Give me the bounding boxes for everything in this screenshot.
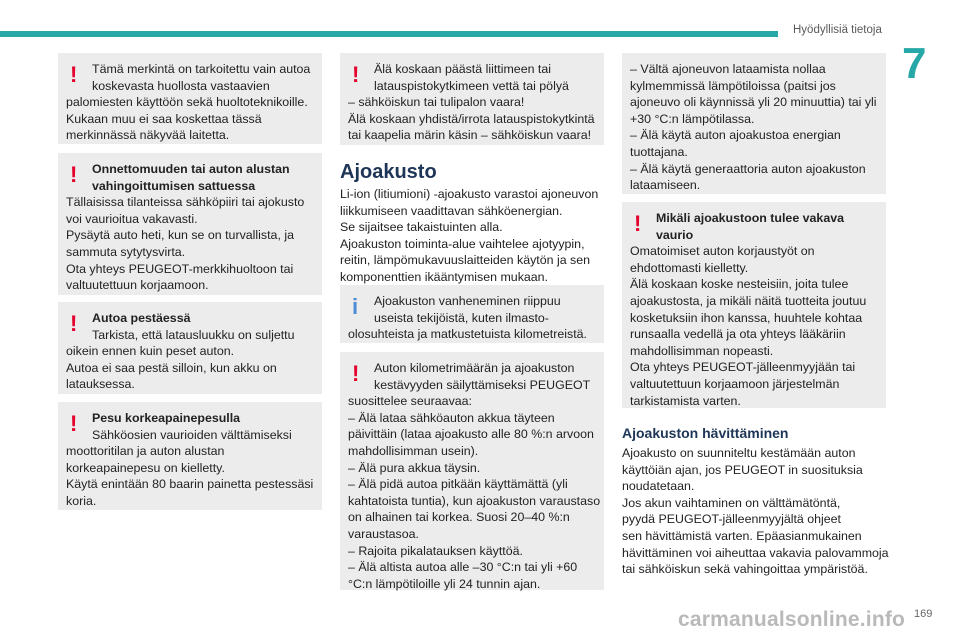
text-line: ajoakustosta, ja mikäli näitä tuotteita joutuu <box>630 293 867 308</box>
watermark: carmanualsonline.info <box>678 608 906 631</box>
text-line: – Älä pidä autoa pitkään käyttämättä (yli <box>348 477 568 492</box>
text-line: valtuutettuun korjaamoon järjestelmän <box>630 376 840 391</box>
text-line: suosittelee seuraavaa: <box>348 394 472 409</box>
text-line: Se sijaitsee takaistuinten alla. <box>340 220 503 235</box>
warning-exclamation-icon: ! <box>70 162 78 187</box>
warning-box-pressure-wash <box>58 402 322 510</box>
text-line: – Älä käytä generaattoria auton ajoakuston <box>630 161 866 176</box>
warning-exclamation-icon: ! <box>70 62 78 87</box>
text-line: – Älä lataa sähköauton akkua täyteen <box>348 410 555 425</box>
text-line: – Älä pura akkua täysin. <box>348 460 481 475</box>
text-line: voi vaurioitua vakavasti. <box>66 211 198 226</box>
box-title: Autoa pestäessä <box>92 311 191 325</box>
text-line: kahtatoista tuntia), kun ajoakuston varaustaso <box>348 493 601 508</box>
text-line: ehdottomasti kielletty. <box>630 260 749 275</box>
text-line: – sähköiskun tai tulipalon vaara! <box>348 95 525 110</box>
info-icon: i <box>352 294 359 319</box>
header-accent-bar <box>0 31 778 37</box>
warning-box-accident <box>58 153 322 295</box>
text-line: liikkumiseen vaadittavan sähköenergian. <box>340 203 563 218</box>
text-line: Autoa ei saa pestä silloin, kun akku on <box>66 360 277 375</box>
warning-exclamation-icon: ! <box>70 411 78 436</box>
text-line: Älä koskaan koske nesteisiin, joita tulee <box>630 277 849 292</box>
text-line: Tämä merkintä on tarkoitettu vain autoa <box>92 62 311 76</box>
text-line: pyydä PEUGEOT-jälleenmyyjältä ohjeet <box>622 512 842 527</box>
page-number: 169 <box>914 608 933 620</box>
text-line: latauksessa. <box>66 377 135 392</box>
text-line: valtuutettuun korjaamoon. <box>66 278 209 293</box>
text-line: – Älä käytä auton ajoakustoa energian <box>630 128 841 143</box>
text-line: moottoritilan ja auton alustan <box>66 444 225 459</box>
text-line: Ajoakusto on suunniteltu kestämään auton <box>622 446 856 460</box>
text-line: Jos akun vaihtaminen on välttämätöntä, <box>622 495 841 510</box>
text-line: Ota yhteys PEUGEOT-merkkihuoltoon tai <box>66 261 294 276</box>
text-line: hävittäminen voi aiheuttaa vakavia palovammoja <box>622 545 889 560</box>
chapter-number: 7 <box>902 39 927 88</box>
text-line: Tällaisissa tilanteissa sähköpiiri tai ajokusto <box>66 195 305 210</box>
text-line: +30 °C:n lämpötilassa. <box>630 111 755 126</box>
text-line: korkeapainepesu on kielletty. <box>66 460 225 475</box>
text-line: Auton kilometrimäärän ja ajoakuston <box>374 361 575 375</box>
text-line: oikein ennen kuin peset auton. <box>66 344 235 359</box>
notes-box-charging <box>622 53 886 194</box>
text-line: tarkistamista varten. <box>630 393 741 408</box>
text-line: reitin, lämpömukavuuslaitteiden käytön ja sen <box>340 253 591 268</box>
text-line: Kukaan muu ei saa koskettaa tässä <box>66 111 262 126</box>
info-box-aging <box>340 285 604 343</box>
text-line: tai sähköiskun sekä vahingoittaa ympäristöä. <box>622 562 868 577</box>
warning-box-serious-damage <box>622 202 886 408</box>
text-line: sen hävittämistä varten. Epäasianmukainen <box>622 528 862 543</box>
text-line: Älä koskaan yhdistä/irrota latauspistokytkintä <box>348 111 595 126</box>
text-line: mahdollisimman usein). <box>348 443 479 458</box>
text-line: – Rajoita pikalatauksen käyttöä. <box>348 543 523 558</box>
text-line: Älä koskaan päästä liittimeen tai <box>374 62 552 76</box>
text-line: – Älä altista autoa alle –30 °C:n tai yli +60 <box>348 560 578 575</box>
text-line: komponenttien ikääntymisen mukaan. <box>340 269 549 284</box>
box-title: vaurio <box>656 227 694 242</box>
warning-box-water-dust <box>340 53 604 145</box>
text-line: on alhainen tai korkea. Suosi 20–40 %:n <box>348 510 570 525</box>
text-line: palomiesten käyttöön sekä huoltoteknikoille. <box>66 95 308 110</box>
text-line: Sähköosien vaurioiden välttämiseksi <box>92 427 292 442</box>
section-title: Hyödyllisiä tietoja <box>793 24 882 36</box>
text-line: noudatetaan. <box>622 479 695 494</box>
text-line: – Vältä ajoneuvon lataamista nollaa <box>630 62 826 76</box>
text-line: koria. <box>66 493 97 508</box>
text-line: tai kaapelia märin käsin – sähköiskun vaara! <box>348 128 592 143</box>
box-title: Onnettomuuden tai auton alustan <box>92 162 290 176</box>
warning-box-service-marking <box>58 53 322 144</box>
warning-exclamation-icon: ! <box>352 361 360 386</box>
text-line: Ajoakuston vanheneminen riippuu <box>374 294 561 308</box>
warning-exclamation-icon: ! <box>70 311 78 336</box>
box-title: Mikäli ajoakustoon tulee vakava <box>656 211 845 225</box>
text-line: Ajoakuston toiminta-alue vaihtelee ajotyypin, <box>340 236 585 251</box>
text-line: käyttöiän ajan, jos PEUGEOT in suosituksia <box>622 462 863 477</box>
text-line: runsaalla vedellä ja ota yhteys lääkäriin <box>630 327 846 342</box>
text-line: kestävyyden säilyttämiseksi PEUGEOT <box>374 377 591 392</box>
text-line: mahdollisimman nopeasti. <box>630 343 774 358</box>
disposal-paragraph <box>622 445 889 578</box>
text-line: lataamiseen. <box>630 178 701 193</box>
text-line: kosketuksiin ihon kanssa, huuhtele kohtaa <box>630 310 863 325</box>
warning-box-recommendations <box>340 352 604 590</box>
text-line: °C:n lämpötiloille yli 24 tunnin ajan. <box>348 576 541 591</box>
text-line: Käytä enintään 80 baarin painetta pestessäsi <box>66 477 314 492</box>
heading-disposal: Ajoakuston hävittäminen <box>622 425 789 441</box>
text-line: Omatoimiset auton korjaustyöt on <box>630 244 815 259</box>
box-title: vahingoittumisen sattuessa <box>92 178 256 193</box>
text-line: varaustasoa. <box>348 526 419 541</box>
text-line: kylmemmissä lämpötiloissa (paitsi jos <box>630 78 836 93</box>
text-line: Pysäytä auto heti, kun se on turvallista, ja <box>66 228 294 243</box>
text-line: sammuta sytytysvirta. <box>66 244 186 259</box>
intro-paragraph <box>340 186 598 286</box>
text-line: Ota yhteys PEUGEOT-jälleenmyyjään tai <box>630 360 856 375</box>
text-line: tuottajana. <box>630 144 688 159</box>
text-line: latauspistokytkimeen vettä tai pölyä <box>374 78 569 93</box>
text-line: päivittäin (lataa ajoakusto alle 80 %:n arvoon <box>348 427 594 442</box>
heading-ajoakusto: Ajoakusto <box>340 161 437 183</box>
text-line: ajoneuvo oli käynnissä yli 20 minuuttia) tai yli <box>630 95 877 110</box>
text-line: useista tekijöistä, kuten ilmasto- <box>374 310 549 325</box>
warning-exclamation-icon: ! <box>634 211 642 236</box>
box-title: Pesu korkeapainepesulla <box>92 411 241 425</box>
warning-box-washing <box>58 302 322 394</box>
text-line: Tarkista, että latausluukku on suljettu <box>92 327 295 342</box>
warning-exclamation-icon: ! <box>352 62 360 87</box>
text-line: Li-ion (litiumioni) -ajoakusto varastoi ajoneuvon <box>340 187 599 201</box>
text-line: merkinnässä näkyvää laitetta. <box>66 128 230 143</box>
text-line: olosuhteista ja matkustetuista kilometreistä. <box>348 327 587 342</box>
text-line: koskevasta huollosta vastaavien <box>92 78 270 93</box>
